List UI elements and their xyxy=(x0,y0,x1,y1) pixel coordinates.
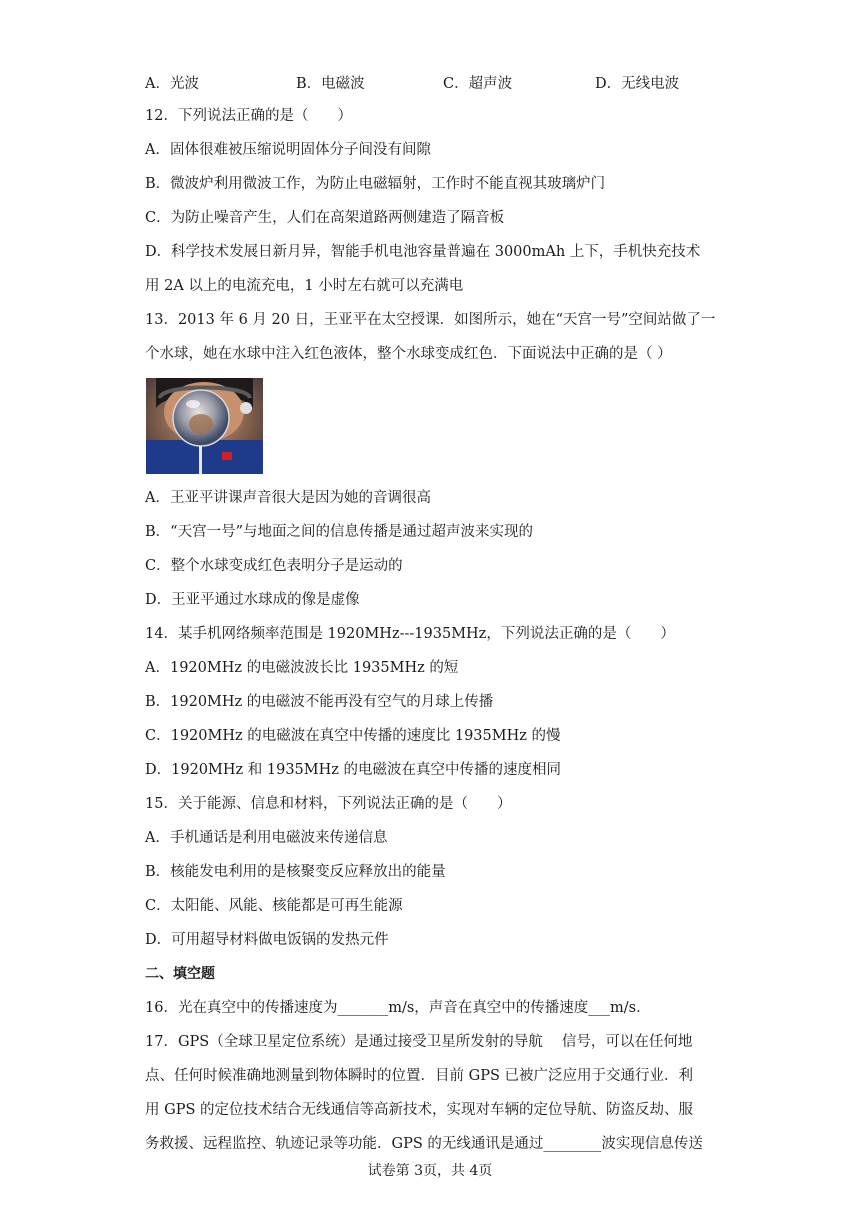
q14-option-d: D．1920MHz 和 1935MHz 的电磁波在真空中传播的速度相同 xyxy=(145,762,562,778)
q13-option-a: A．王亚平讲课声音很大是因为她的音调很高 xyxy=(145,490,431,506)
astronaut-water-ball-photo xyxy=(146,378,263,474)
q11-option-d: D．无线电波 xyxy=(595,76,680,92)
q12-option-d-cont: 用 2A 以上的电流充电，1 小时左右就可以充满电 xyxy=(145,278,464,294)
q16-text: 16．光在真空中的传播速度为_______m/s，声音在真空中的传播速度___m/s． xyxy=(145,1000,651,1016)
q14-option-b: B．1920MHz 的电磁波不能再没有空气的月球上传播 xyxy=(145,694,494,710)
q13-option-b: B．“天宫一号”与地面之间的信息传播是通过超声波来实现的 xyxy=(145,524,533,540)
q12-option-a: A．固体很难被压缩说明固体分子间没有间隙 xyxy=(145,142,431,158)
q13-option-c: C．整个水球变成红色表明分子是运动的 xyxy=(145,558,403,574)
q12-option-d: D．科学技术发展日新月异，智能手机电池容量普遍在 3000mAh 上下，手机快充技术 xyxy=(145,244,701,260)
q11-option-b: B．电磁波 xyxy=(296,76,365,92)
q15-option-d: D．可用超导材料做电饭锅的发热元件 xyxy=(145,932,389,948)
q13-option-d: D．王亚平通过水球成的像是虚像 xyxy=(145,592,360,608)
q17-line3: 用 GPS 的定位技术结合无线通信等高新技术，实现对车辆的定位导航、防盗反劫、服 xyxy=(145,1102,693,1118)
q12-option-c: C．为防止噪音产生，人们在高架道路两侧建造了隔音板 xyxy=(145,210,505,226)
q17-line1: 17．GPS（全球卫星定位系统）是通过接受卫星所发射的导航 信号，可以在任何地 xyxy=(145,1034,693,1050)
q15-option-c: C．太阳能、风能、核能都是可再生能源 xyxy=(145,898,403,914)
q11-option-a: A．光波 xyxy=(145,76,199,92)
q13-stem-line1: 13．2013 年 6 月 20 日，王亚平在太空授课．如图所示，她在“天宫一号”空间站做了一 xyxy=(145,312,716,328)
q15-option-b: B．核能发电利用的是核聚变反应释放出的能量 xyxy=(145,864,446,880)
q14-option-c: C．1920MHz 的电磁波在真空中传播的速度比 1935MHz 的慢 xyxy=(145,728,561,744)
q13-stem-line2: 个水球，她在水球中注入红色液体，整个水球变成红色．下面说法中正确的是（ ） xyxy=(145,346,672,362)
page-footer: 试卷第 3页，共 4页 xyxy=(367,1163,493,1179)
q15-stem: 15．关于能源、信息和材料，下列说法正确的是（ ） xyxy=(145,796,512,812)
q12-stem: 12．下列说法正确的是（ ） xyxy=(145,108,352,124)
q17-line2: 点、任何时候准确地测量到物体瞬时的位置．目前 GPS 已被广泛应用于交通行业．利 xyxy=(145,1068,693,1084)
q11-options xyxy=(0,72,860,92)
q15-option-a: A．手机通话是利用电磁波来传递信息 xyxy=(145,830,388,846)
q14-option-a: A．1920MHz 的电磁波波长比 1935MHz 的短 xyxy=(145,660,459,676)
q12-option-b: B．微波炉利用微波工作，为防止电磁辐射，工作时不能直视其玻璃炉门 xyxy=(145,176,606,192)
q14-stem: 14．某手机网络频率范围是 1920MHz---1935MHz，下列说法正确的是（ ） xyxy=(145,626,675,642)
section-title-fill-in: 二、填空题 xyxy=(145,966,215,982)
q17-line4: 务救援、远程监控、轨迹记录等功能．GPS 的无线通讯是通过________波实现信息传送 xyxy=(145,1136,703,1152)
q11-option-c: C．超声波 xyxy=(443,76,513,92)
